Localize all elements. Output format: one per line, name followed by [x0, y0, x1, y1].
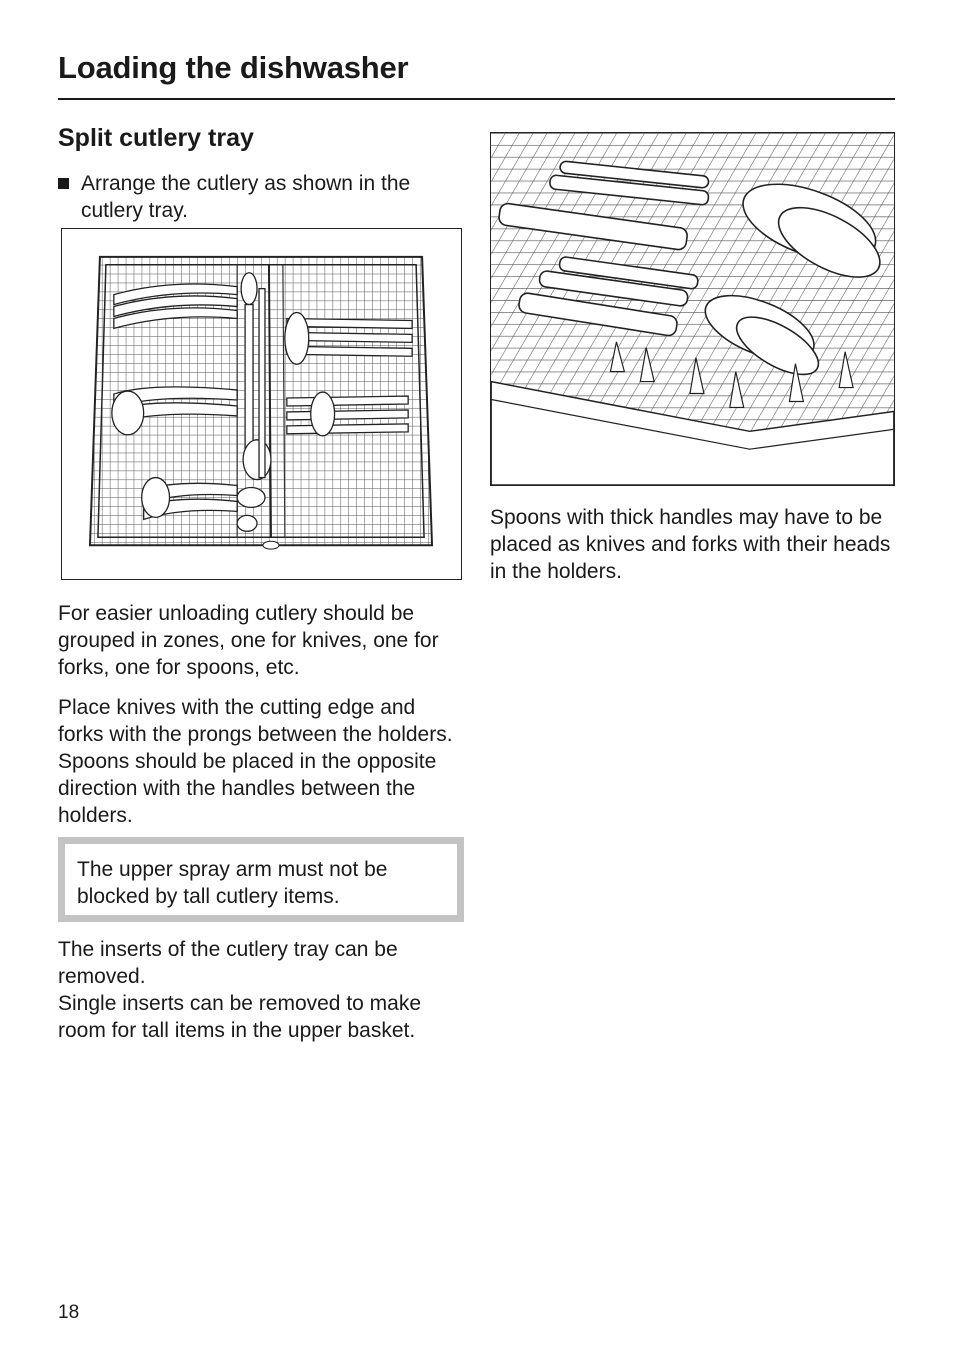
cutlery-tray-top-view-illustration	[61, 228, 462, 580]
paragraph-inserts-removable: The inserts of the cutlery tray can be removed.	[58, 938, 398, 988]
warning-note-text: The upper spray arm must not be blocked by tall cutlery items.	[77, 858, 388, 908]
paragraph-grouping: For easier unloading cutlery should be grouped in zones, one for knives, one for forks, one for spoons, etc.	[58, 602, 439, 679]
paragraph-placement: Place knives with the cutting edge and forks with the prongs between the holders. Spoons should be placed in the opposite direction with the handles between the holders.	[58, 696, 453, 827]
paragraph-single-inserts: Single inserts can be removed to make room for tall items in the upper basket.	[58, 992, 422, 1042]
spoons-in-holders-illustration	[490, 132, 895, 486]
warning-note-box	[58, 837, 464, 922]
bullet-text: Arrange the cutlery as shown in the cutlery tray.	[81, 172, 411, 222]
right-caption: Spoons with thick handles may have to be placed as knives and forks with their heads in the holders.	[490, 506, 891, 583]
page-title: Loading the dishwasher	[58, 50, 409, 85]
bullet-square-icon	[58, 178, 69, 189]
title-divider	[58, 98, 895, 100]
instruction-bullet	[58, 170, 458, 224]
section-title: Split cutlery tray	[58, 124, 254, 152]
page-number: 18	[58, 1302, 80, 1323]
